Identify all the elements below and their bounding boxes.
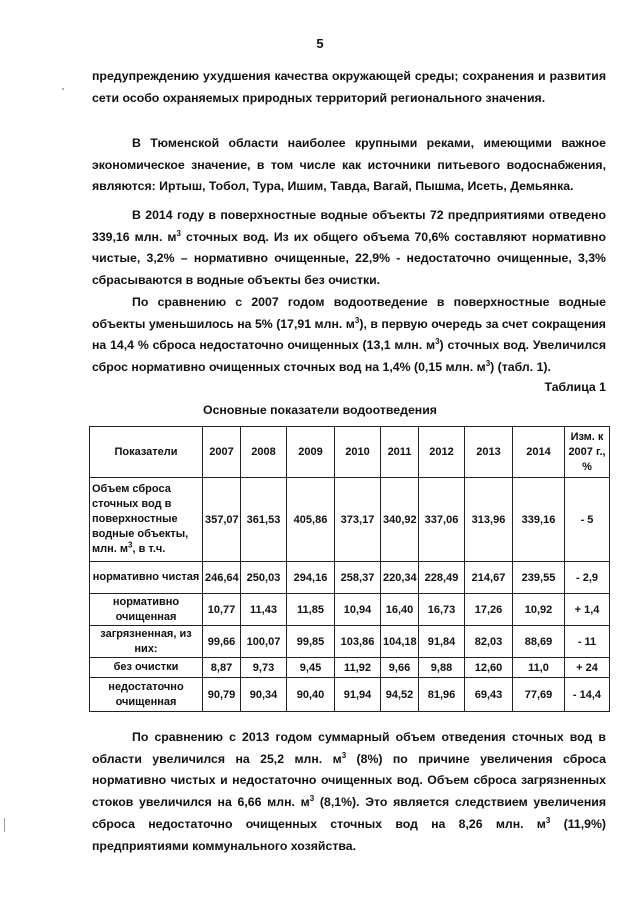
superscript: 3 <box>354 315 360 325</box>
table-cell: 246,64 <box>203 562 241 594</box>
text-fragment: По сравнению с 2007 годом водоотведение в поверхностные водные объекты уменьшилось на 5% (17,91 млн. м <box>92 295 606 331</box>
header-year: 2010 <box>335 427 381 478</box>
row-label <box>90 478 203 562</box>
header-year: 2011 <box>381 427 419 478</box>
table-cell: 90,34 <box>241 678 287 712</box>
row-label: нормативно чистая <box>90 562 203 594</box>
table-cell: 239,55 <box>513 562 565 594</box>
table-cell: 9,88 <box>419 658 465 678</box>
table-cell: 373,17 <box>335 478 381 562</box>
table-cell: 11,85 <box>287 594 335 626</box>
table-cell: 88,69 <box>513 626 565 658</box>
superscript: 3 <box>309 794 315 804</box>
header-year: 2014 <box>513 427 565 478</box>
row-label: загрязненная, из них: <box>90 626 203 658</box>
row-label-text: , в т.ч. <box>132 543 166 555</box>
superscript: 3 <box>485 359 491 369</box>
table-cell: 12,60 <box>465 658 513 678</box>
header-year: 2012 <box>419 427 465 478</box>
table-cell: 250,03 <box>241 562 287 594</box>
paragraph-rivers: В Тюменской области наиболее крупными реками, имеющими важное экономическое значение, в том числе как источники питьевого водоснабжения, являются: Иртыш, Тобол, Тура, Ишим, Тавда, Вагай, Пышма, Исеть, Демьянка. <box>92 136 606 194</box>
table-header-row <box>90 427 610 478</box>
table-row <box>90 678 610 712</box>
header-year: 2007 <box>203 427 241 478</box>
table-cell: 228,49 <box>419 562 465 594</box>
text-fragment: (8%) по причине увеличения сброса нормативно чистых и недостаточно очищенных вод. Объем сброса загрязненных стоков увеличился на 6,66 млн. м <box>92 751 607 810</box>
header-year: 2009 <box>287 427 335 478</box>
table-cell: 9,45 <box>287 658 335 678</box>
superscript: 3 <box>435 337 440 347</box>
table-row <box>90 478 610 562</box>
paragraph-comparison-2007 <box>92 292 606 379</box>
table-cell: 337,06 <box>419 478 465 562</box>
table-cell: 340,92 <box>381 478 419 562</box>
paragraph-2014-discharge <box>92 205 606 292</box>
table-cell: 10,77 <box>203 594 241 626</box>
table-cell: 294,16 <box>287 562 335 594</box>
table-cell-change: + 1,4 <box>565 594 610 626</box>
text-fragment: ) сточных вод. Увеличился сброс нормативно очищенных сточных вод на 1,4% (0,15 млн. м <box>92 338 606 375</box>
table-cell: 17,26 <box>465 594 513 626</box>
header-year: 2008 <box>241 427 287 478</box>
superscript: 3 <box>545 815 551 825</box>
text-fragment: (11,9%) предприятиями коммунального хозяйства. <box>92 816 606 853</box>
text-fragment: По сравнению с 2013 годом суммарный объем отведения сточных вод в области увеличился на 25,2 млн. м <box>92 730 606 766</box>
table-cell: 220,34 <box>381 562 419 594</box>
superscript: 3 <box>341 750 347 760</box>
table-cell: 77,69 <box>513 678 565 712</box>
header-change: Изм. к 2007 г., % <box>565 427 610 478</box>
table-cell: 339,16 <box>513 478 565 562</box>
table-cell: 91,94 <box>335 678 381 712</box>
table-row <box>90 658 610 678</box>
table-cell-change: - 11 <box>565 626 610 658</box>
table-cell: 104,18 <box>381 626 419 658</box>
table-cell: 100,07 <box>241 626 287 658</box>
table-cell: 357,07 <box>203 478 241 562</box>
table-cell-change: - 14,4 <box>565 678 610 712</box>
table-cell: 16,40 <box>381 594 419 626</box>
wastewater-table <box>89 426 610 712</box>
superscript: 3 <box>128 540 133 550</box>
table-cell: 9,66 <box>381 658 419 678</box>
table-cell: 90,40 <box>287 678 335 712</box>
table-cell: 99,85 <box>287 626 335 658</box>
row-label: нормативно очищенная <box>90 594 203 626</box>
table-cell: 9,73 <box>241 658 287 678</box>
table-cell: 69,43 <box>465 678 513 712</box>
table-cell: 405,86 <box>287 478 335 562</box>
table-cell: 16,73 <box>419 594 465 626</box>
page-number: 5 <box>316 36 324 51</box>
table-cell: 10,94 <box>335 594 381 626</box>
table-cell: 11,43 <box>241 594 287 626</box>
table-row <box>90 626 610 658</box>
table-cell-change: + 24 <box>565 658 610 678</box>
table-row <box>90 562 610 594</box>
table-cell: 11,92 <box>335 658 381 678</box>
header-indicator: Показатели <box>90 427 203 478</box>
row-label-text: Объем сброса сточных вод в поверхностные водные объекты, млн. м <box>92 483 189 555</box>
table-cell: 313,96 <box>465 478 513 562</box>
table-cell: 11,0 <box>513 658 565 678</box>
table-cell: 10,92 <box>513 594 565 626</box>
table-title: Основные показатели водоотведения <box>203 403 437 417</box>
text-fragment: ) (табл. 1). <box>490 360 551 375</box>
text-fragment: В 2014 году в поверхностные водные объекты 72 предприятиями отведено 339,16 млн. м <box>92 208 606 244</box>
table-cell: 90,79 <box>203 678 241 712</box>
row-label: без очистки <box>90 658 203 678</box>
table-cell: 361,53 <box>241 478 287 562</box>
table-cell: 214,67 <box>465 562 513 594</box>
row-label: недостаточно очищенная <box>90 678 203 712</box>
superscript: 3 <box>176 228 181 238</box>
text-fragment: (8,1%). Это является следствием увеличения сброса недостаточно очищенных сточных вод на 8,26 млн. м <box>92 795 606 831</box>
table-cell: 258,37 <box>335 562 381 594</box>
table-cell-change: - 5 <box>565 478 610 562</box>
scan-speck <box>62 88 64 90</box>
table-cell: 103,86 <box>335 626 381 658</box>
table-cell: 99,66 <box>203 626 241 658</box>
text-fragment: ), в первую очередь за счет сокращения на 14,4 % сброса недостаточно очищенных (13,1 млн. м <box>92 316 606 353</box>
table-label: Таблица 1 <box>544 380 606 394</box>
paragraph-comparison-2013 <box>92 727 606 857</box>
text-fragment: сточных вод. Из их общего объема 70,6% составляют нормативно чистые, 3,2% – нормативно очищенные, 22,9% - недостаточно очищенные, 3,3% сбрасываются в водные объекты без очистки. <box>92 229 606 288</box>
paragraph-intro-continuation: предупреждению ухудшения качества окружающей среды; сохранения и развития сети особо охраняемых природных территорий регионального значения. <box>92 69 606 105</box>
table-cell: 8,87 <box>203 658 241 678</box>
table-cell: 94,52 <box>381 678 419 712</box>
table-cell: 81,96 <box>419 678 465 712</box>
table-cell: 91,84 <box>419 626 465 658</box>
table-cell-change: - 2,9 <box>565 562 610 594</box>
scan-speck <box>4 818 5 832</box>
table-cell: 82,03 <box>465 626 513 658</box>
header-year: 2013 <box>465 427 513 478</box>
table-row <box>90 594 610 626</box>
